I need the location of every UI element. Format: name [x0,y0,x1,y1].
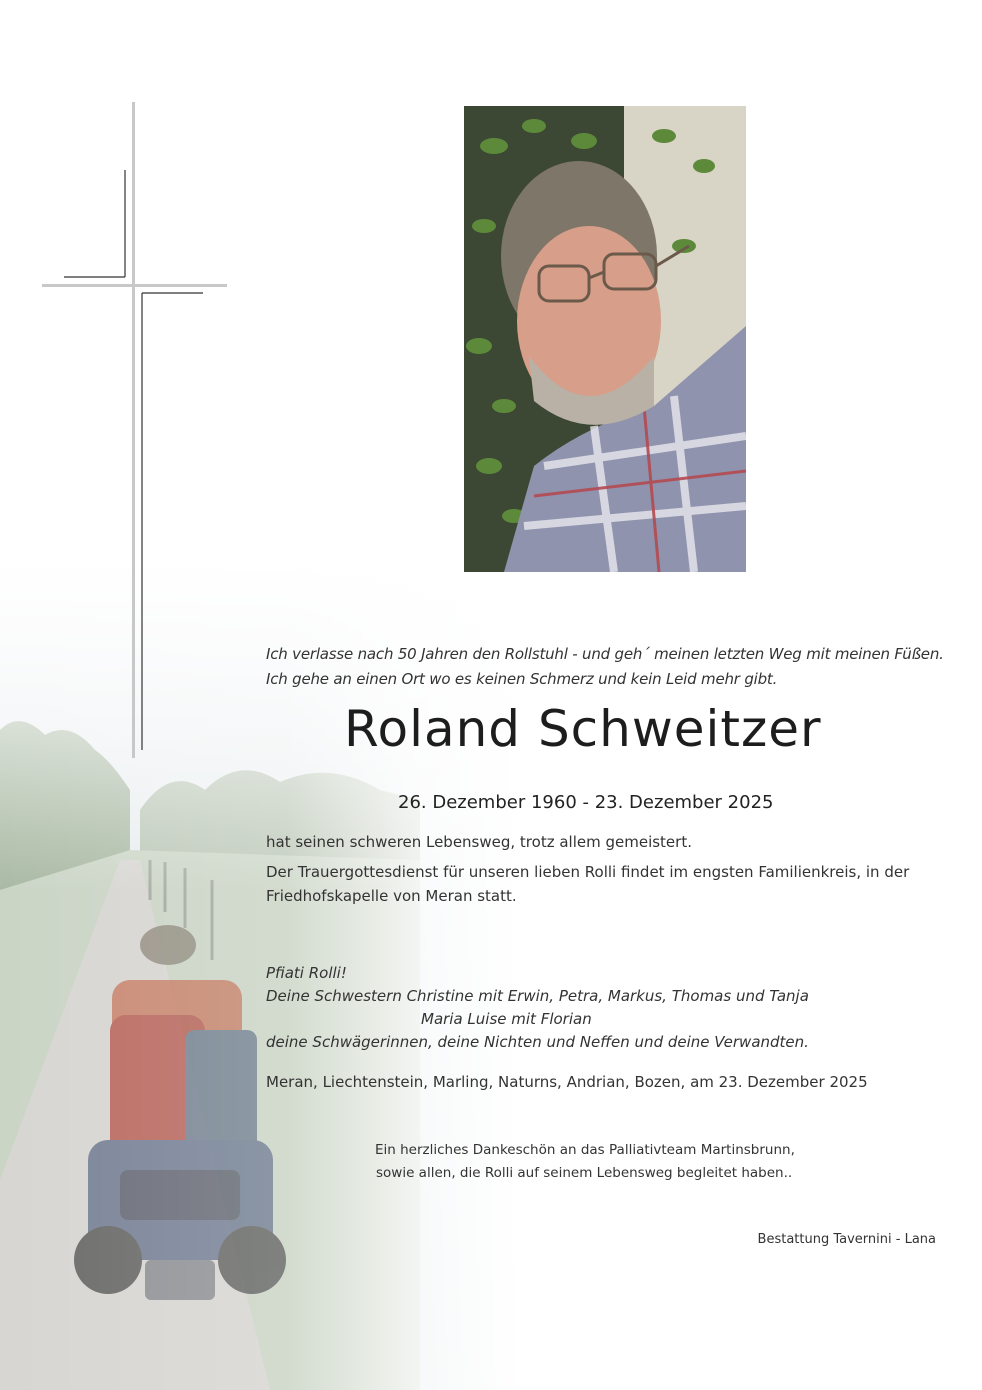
body-text-line: hat seinen schweren Lebensweg, trotz allem gemeistert. [266,833,692,851]
deceased-name: Roland Schweitzer [344,700,822,758]
portrait-photo [464,106,746,572]
quote-line: Ich verlasse nach 50 Jahren den Rollstuhl - und geh´ meinen letzten Weg mit meinen Füßen. [266,645,944,663]
thanks-line: sowie allen, die Rolli auf seinem Lebensweg begleitet haben.. [376,1165,793,1181]
life-dates: 26. Dezember 1960 - 23. Dezember 2025 [398,792,774,813]
body-text-line: Der Trauergottesdienst für unseren lieben Rolli findet im engsten Familienkreis, in der [266,863,910,881]
places-date: Meran, Liechtenstein, Marling, Naturns, Andrian, Bozen, am 23. Dezember 2025 [266,1073,868,1091]
cross-icon [40,100,240,760]
farewell-line: deine Schwägerinnen, deine Nichten und Neffen und deine Verwandten. [266,1033,809,1051]
body-text-line: Friedhofskapelle von Meran statt. [266,887,517,905]
farewell-line: Deine Schwestern Christine mit Erwin, Petra, Markus, Thomas und Tanja [266,987,809,1005]
undertaker: Bestattung Tavernini - Lana [757,1232,936,1247]
farewell-line: Pfiati Rolli! [266,964,347,982]
farewell-line: Maria Luise mit Florian [421,1010,592,1028]
thanks-line: Ein herzliches Dankeschön an das Palliativteam Martinsbrunn, [375,1142,795,1158]
quote-line: Ich gehe an einen Ort wo es keinen Schmerz und kein Leid mehr gibt. [266,670,778,688]
